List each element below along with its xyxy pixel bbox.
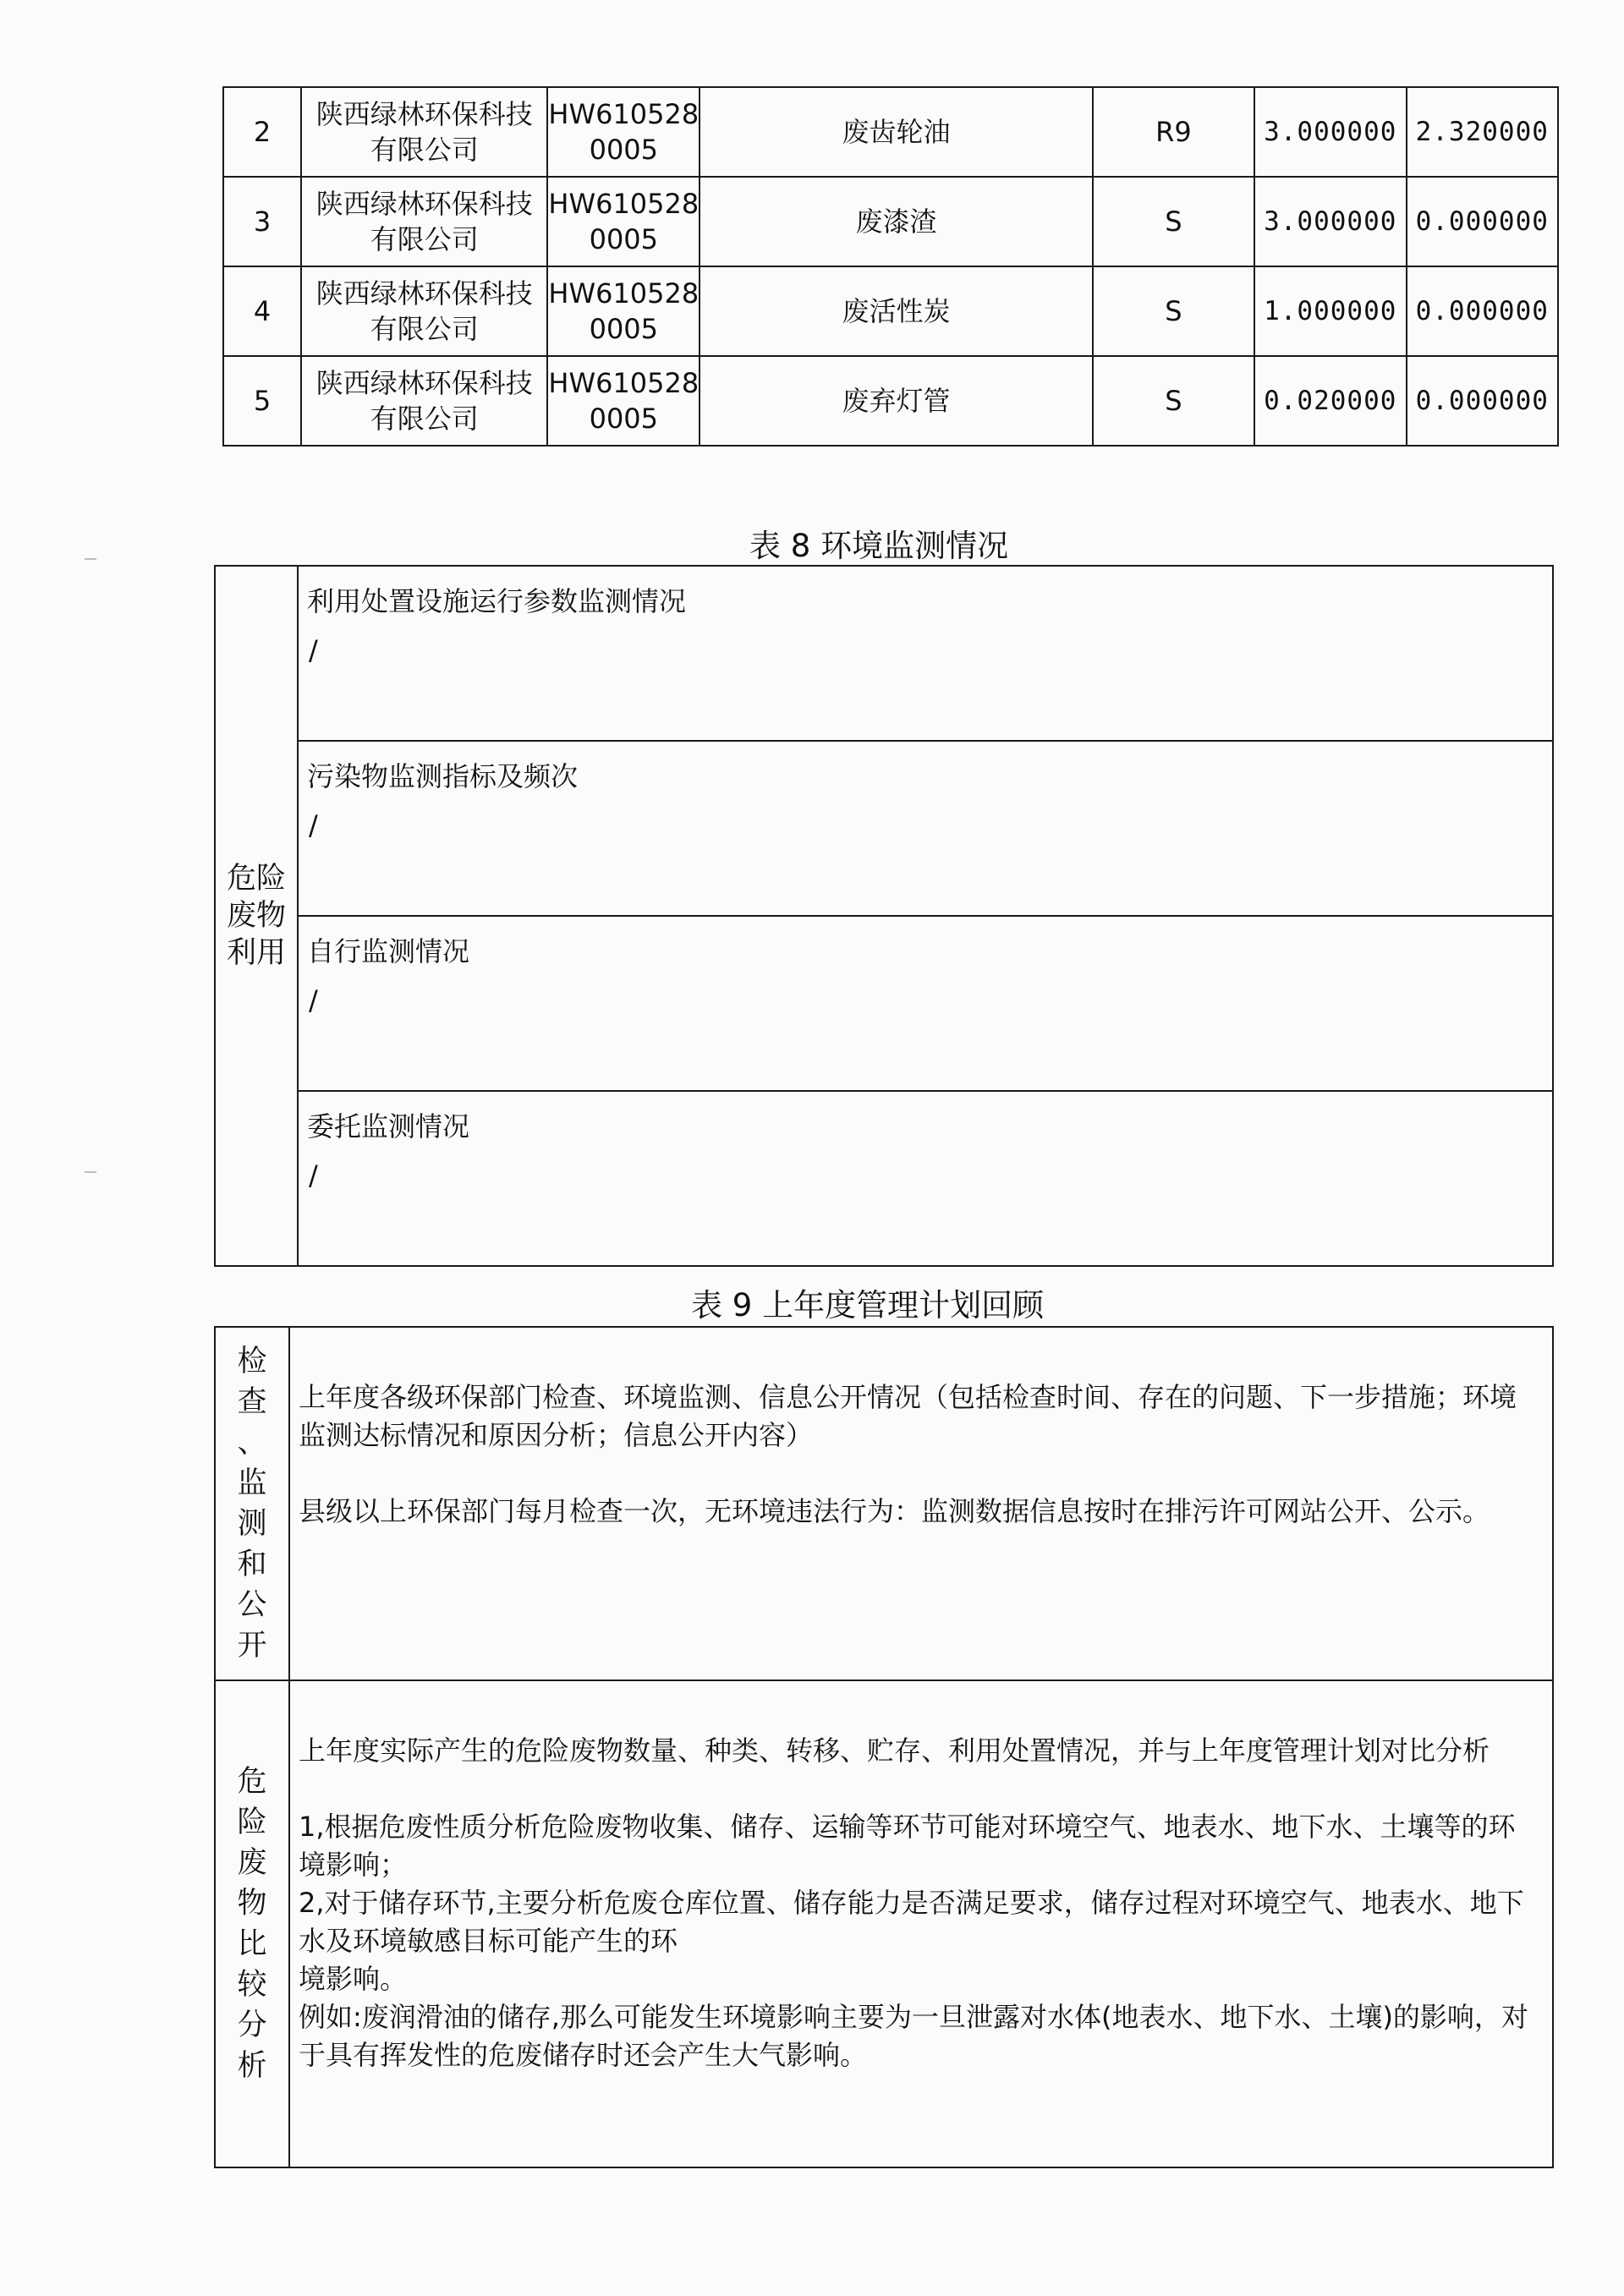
- scan-mark: [85, 1171, 96, 1173]
- company-line2: 有限公司: [370, 134, 479, 166]
- plan-review-table: [214, 1326, 1554, 2168]
- license-line2: 0005: [589, 313, 659, 345]
- license-line2: 0005: [589, 134, 659, 166]
- license-number: [547, 356, 700, 446]
- disposal-code: S: [1093, 266, 1254, 356]
- company-name: [301, 356, 547, 446]
- company-line2: 有限公司: [370, 313, 479, 345]
- license-line1: HW610528: [548, 188, 700, 220]
- quantity-actual: 2.320000: [1407, 87, 1559, 177]
- monitoring-section: 自行监测情况 /: [298, 916, 1553, 1091]
- t9-side-label: [215, 1327, 289, 1680]
- disposal-code: S: [1093, 356, 1254, 446]
- t9-side-label: [215, 1680, 289, 2167]
- t8-side-label: [215, 566, 298, 1266]
- side-label-text: 危 险 废 物 比 较 分 析: [237, 1765, 267, 2083]
- waste-row: [223, 87, 1558, 177]
- company-line1: 陕西绿林环保科技: [315, 188, 533, 220]
- license-number: [547, 87, 700, 177]
- license-line1: HW610528: [548, 367, 700, 399]
- row-number: 4: [223, 266, 301, 356]
- waste-name: 废弃灯管: [700, 356, 1093, 446]
- license-line2: 0005: [589, 403, 659, 435]
- row-number: 5: [223, 356, 301, 446]
- table8-title: 表 8 环境监测情况: [749, 528, 1009, 564]
- monitoring-section: 污染物监测指标及频次 /: [298, 741, 1553, 916]
- waste-row: [223, 356, 1558, 446]
- license-line2: 0005: [589, 223, 659, 255]
- quantity-planned: 3.000000: [1254, 87, 1406, 177]
- monitoring-section: 委托监测情况 /: [298, 1091, 1553, 1266]
- row-number: 2: [223, 87, 301, 177]
- license-number: [547, 266, 700, 356]
- inspection-cell: 上年度各级环保部门检查、环境监测、信息公开情况（包括检查时间、存在的问题、下一步措施；环境监测达标情况和原因分析；信息公开内容） 县级以上环保部门每月检查一次，无环境违法行为：监测数据信息按时在排污许可网站公开、公示。: [289, 1327, 1553, 1680]
- waste-transfer-table: [222, 86, 1559, 447]
- side-label-text: 危险 废物 利用: [226, 862, 286, 970]
- disposal-code: S: [1093, 177, 1254, 266]
- quantity-planned: 0.020000: [1254, 356, 1406, 446]
- license-line1: HW610528: [548, 98, 700, 130]
- license-line1: HW610528: [548, 277, 700, 310]
- company-line2: 有限公司: [370, 223, 479, 255]
- quantity-planned: 1.000000: [1254, 266, 1406, 356]
- quantity-planned: 3.000000: [1254, 177, 1406, 266]
- company-line2: 有限公司: [370, 403, 479, 435]
- waste-name: 废齿轮油: [700, 87, 1093, 177]
- company-name: [301, 177, 547, 266]
- waste-name: 废活性炭: [700, 266, 1093, 356]
- row-number: 3: [223, 177, 301, 266]
- monitoring-table: [214, 565, 1554, 1267]
- disposal-code: R9: [1093, 87, 1254, 177]
- company-name: [301, 266, 547, 356]
- company-line1: 陕西绿林环保科技: [315, 98, 533, 130]
- company-line1: 陕西绿林环保科技: [315, 277, 533, 310]
- quantity-actual: 0.000000: [1407, 356, 1559, 446]
- waste-row: [223, 266, 1558, 356]
- company-name: [301, 87, 547, 177]
- comparison-cell: 上年度实际产生的危险废物数量、种类、转移、贮存、利用处置情况，并与上年度管理计划对比分析 1,根据危废性质分析危险废物收集、储存、运输等环节可能对环境空气、地表水、地下水、土壤等的环境影响； 2,对于储存环节,主要分析危废仓库位置、储存能力是否满足要求，储存过程对环境空气、地表水、地下水及环境敏感目标可能产生的环 境影响。 例如:废润滑油的储存,那么可能发生环境影响主要为一旦泄露对水体(地表水、地下水、土壤)的影响，对于具有挥发性的危废储存时还会产生大气影响。: [289, 1680, 1553, 2167]
- waste-name: 废漆渣: [700, 177, 1093, 266]
- side-label-text: 检 查 、 监 测 和 公 开: [237, 1345, 267, 1663]
- scan-mark: [85, 558, 96, 560]
- quantity-actual: 0.000000: [1407, 177, 1559, 266]
- waste-row: [223, 177, 1558, 266]
- quantity-actual: 0.000000: [1407, 266, 1559, 356]
- table9-title: 表 9 上年度管理计划回顾: [691, 1287, 1045, 1323]
- monitoring-section: 利用处置设施运行参数监测情况 /: [298, 566, 1553, 741]
- company-line1: 陕西绿林环保科技: [315, 367, 533, 399]
- license-number: [547, 177, 700, 266]
